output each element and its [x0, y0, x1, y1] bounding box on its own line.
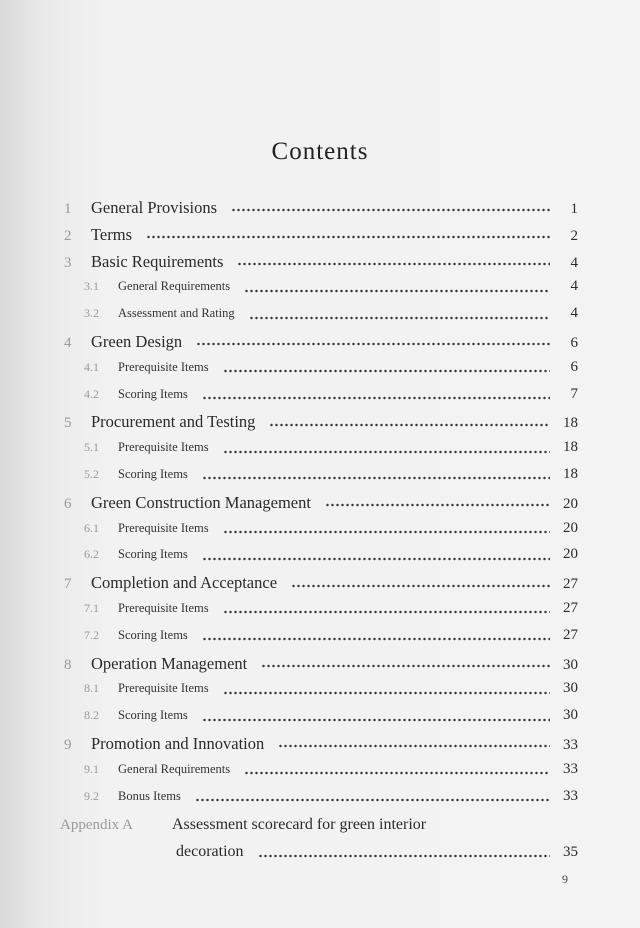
toc-entry-page-number: 33: [563, 736, 578, 753]
dot-leader: [195, 794, 550, 806]
toc-entry-number: 3: [64, 254, 72, 271]
toc-section-entry[interactable]: [60, 359, 578, 386]
toc-entry-page-number: 20: [563, 519, 578, 536]
dot-leader: [223, 365, 550, 377]
toc-entry-label: Operation Management: [91, 653, 248, 673]
toc-entry-page-number: 18: [563, 465, 578, 482]
dot-leader: [244, 767, 550, 779]
toc-entry-page-number: 27: [563, 626, 578, 643]
toc-entry-number: 5: [64, 415, 72, 432]
toc-entry-label: Promotion and Innovation: [91, 733, 265, 753]
toc-entry-page-number: 2: [570, 227, 578, 244]
toc-entry-page-number: 4: [570, 278, 578, 295]
toc-entry-label: Terms: [91, 224, 133, 244]
dot-leader: [196, 338, 550, 350]
dot-leader: [237, 258, 550, 270]
toc-entry-page-number: 20: [563, 495, 578, 512]
toc-entry-label: Scoring Items: [118, 466, 188, 481]
toc-chapter-entry[interactable]: [60, 734, 578, 761]
dot-leader: [249, 312, 550, 324]
toc-entry-label: Prerequisite Items: [118, 359, 209, 374]
dot-leader: [202, 392, 550, 404]
dot-leader: [244, 285, 550, 297]
toc-chapter-entry[interactable]: [60, 198, 578, 225]
toc-entry-number: 6: [64, 495, 72, 512]
toc-chapter-entry[interactable]: [60, 225, 578, 252]
toc-entry-label: Scoring Items: [118, 547, 188, 562]
dot-leader: [278, 740, 550, 752]
toc-entry-page-number: 30: [563, 680, 578, 697]
dot-leader: [202, 553, 550, 565]
toc-entry-number: 8.1: [84, 681, 99, 696]
toc-entry-page-number: 6: [570, 334, 578, 351]
toc-entry-label: Green Construction Management: [91, 492, 311, 512]
toc-chapter-entry[interactable]: [60, 332, 578, 359]
toc-entry-number: 8: [64, 656, 72, 673]
toc-entry-page-number: 30: [563, 656, 578, 673]
toc-entry-page-number: 18: [563, 415, 578, 432]
dot-leader: [231, 204, 550, 216]
toc-entry-label: Procurement and Testing: [91, 412, 256, 432]
toc-entry-page-number: 4: [570, 254, 578, 271]
toc-entry-label: Scoring Items: [118, 627, 188, 642]
toc-entry-page-number: 30: [563, 707, 578, 724]
toc-section-entry[interactable]: [60, 278, 578, 305]
toc-entry-number: 6.2: [84, 547, 99, 562]
toc-entry-label: Assessment and Rating: [118, 306, 235, 321]
toc-entry-label: Scoring Items: [118, 708, 188, 723]
toc-entry-label: Green Design: [91, 331, 183, 351]
dot-leader: [325, 499, 550, 511]
toc-section-entry[interactable]: [60, 386, 578, 413]
toc-section-entry[interactable]: [60, 680, 578, 707]
toc-chapter-entry[interactable]: [60, 654, 578, 681]
toc-entry-number: 7.1: [84, 600, 99, 615]
toc-section-entry[interactable]: [60, 627, 578, 654]
toc-section-entry[interactable]: [60, 466, 578, 493]
toc-appendix-entry[interactable]: [60, 816, 578, 870]
toc-entry-page-number: 27: [563, 599, 578, 616]
toc-chapter-entry[interactable]: [60, 493, 578, 520]
toc-section-entry[interactable]: [60, 546, 578, 573]
toc-section-entry[interactable]: [60, 305, 578, 332]
toc-section-entry[interactable]: [60, 439, 578, 466]
page-title: Contents: [271, 138, 369, 165]
toc-entry-label: Completion and Acceptance: [91, 573, 278, 593]
toc-entry-label: General Provisions: [91, 198, 218, 217]
appendix-page-number: 35: [563, 844, 578, 861]
toc-entry-page-number: 18: [563, 439, 578, 456]
appendix-label-line2: decoration: [176, 843, 244, 861]
toc-entry-page-number: 33: [563, 787, 578, 804]
toc-chapter-entry[interactable]: [60, 573, 578, 600]
dot-leader: [269, 419, 550, 431]
toc-entry-number: 8.2: [84, 708, 99, 723]
toc-entry-number: 9.1: [84, 761, 99, 776]
toc-entry-number: 4.2: [84, 386, 99, 401]
appendix-label-line1: Assessment scorecard for green interior: [172, 816, 427, 834]
toc-entry-label: Prerequisite Items: [118, 440, 209, 455]
folio-page-number: 9: [562, 872, 568, 886]
toc-entry-label: Prerequisite Items: [118, 681, 209, 696]
toc-entry-label: General Requirements: [118, 761, 231, 776]
dot-leader: [261, 660, 550, 672]
toc-entry-page-number: 1: [570, 201, 578, 217]
toc-entry-label: Basic Requirements: [91, 251, 224, 271]
toc-entry-number: 5.1: [84, 440, 99, 455]
toc-entry-number: 7: [64, 576, 72, 593]
toc-section-entry[interactable]: [60, 707, 578, 734]
dot-leader: [202, 472, 550, 484]
toc-entry-number: 9.2: [84, 788, 99, 803]
toc-entry-page-number: 33: [563, 760, 578, 777]
toc-entry-number: 9: [64, 736, 72, 753]
toc-entry-page-number: 27: [563, 576, 578, 593]
dot-leader: [202, 633, 550, 645]
toc-entry-number: 4.1: [84, 359, 99, 374]
toc-entry-number: 2: [64, 227, 72, 244]
toc-entry-label: Prerequisite Items: [118, 600, 209, 615]
toc-entry-number: 3.2: [84, 306, 99, 321]
dot-leader: [223, 687, 550, 699]
toc-entry-number: 7.2: [84, 627, 99, 642]
toc-section-entry[interactable]: [60, 761, 578, 788]
toc-entry-number: 1: [64, 201, 72, 217]
dot-leader: [223, 526, 550, 538]
toc-section-entry[interactable]: [60, 520, 578, 547]
dot-leader: [146, 231, 550, 243]
toc-entry-label: General Requirements: [118, 279, 231, 294]
toc-entry-number: 4: [64, 334, 72, 351]
toc-entry-number: 3.1: [84, 279, 99, 294]
toc-entry-label: Scoring Items: [118, 386, 188, 401]
toc-entry-number: 6.1: [84, 520, 99, 535]
table-of-contents: [60, 198, 578, 870]
dot-leader: [223, 606, 550, 618]
toc-entry-page-number: 20: [563, 546, 578, 563]
toc-section-entry[interactable]: [60, 788, 578, 815]
toc-entry-label: Prerequisite Items: [118, 520, 209, 535]
toc-chapter-entry[interactable]: [60, 252, 578, 279]
toc-section-entry[interactable]: [60, 600, 578, 627]
toc-entry-label: Bonus Items: [118, 788, 181, 803]
toc-entry-page-number: 6: [570, 358, 578, 375]
dot-leader: [202, 714, 550, 726]
toc-chapter-entry[interactable]: [60, 412, 578, 439]
toc-entry-page-number: 7: [570, 385, 578, 402]
appendix-number: Appendix A: [60, 817, 133, 834]
toc-entry-number: 5.2: [84, 466, 99, 481]
toc-entry-page-number: 4: [570, 305, 578, 322]
dot-leader: [291, 580, 550, 592]
dot-leader: [223, 446, 550, 458]
dot-leader: [258, 850, 550, 862]
